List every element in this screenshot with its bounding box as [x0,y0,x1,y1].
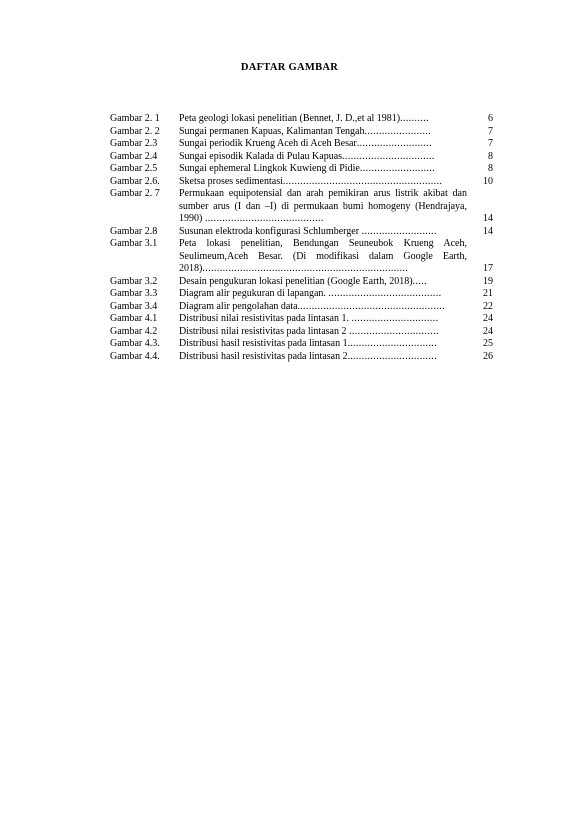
toc-entry[interactable] [110,126,494,139]
figure-caption: Sungai ephemeral Lingkok Kuwieng di Pidie.......................... [179,163,436,174]
page-number: 26 [483,350,493,362]
toc-entry[interactable] [110,288,494,301]
figure-number: Gambar 2.8 [110,225,158,237]
figure-number: Gambar 3.3 [110,288,158,299]
page-number: 6 [488,113,493,124]
toc-entry[interactable] [110,276,494,289]
figure-number: Gambar 3.1 [110,238,158,249]
list-of-figures [110,113,494,363]
page-number: 14 [483,225,493,237]
toc-entry[interactable] [110,151,494,164]
page-number: 7 [488,125,493,137]
figure-number: Gambar 2. 7 [110,188,160,199]
toc-entry[interactable] [110,163,494,176]
page-number: 14 [483,213,493,224]
figure-caption: Sungai periodik Krueng Aceh di Aceh Besar.......................... [179,138,433,149]
figure-number: Gambar 2.3 [110,138,158,149]
figure-caption: Peta lokasi penelitian, Bendungan Seuneubok Krueng Aceh, Seulimeum,Aceh Besar. (Di modifikasi dalam Google Earth, 2018)....................................................................... [179,238,467,274]
figure-caption: Diagram alir pegukuran di lapangan. ....................................... [179,288,442,299]
figure-caption: Susunan elektroda konfigurasi Schlumberger .......................... [179,225,437,237]
toc-entry[interactable] [110,301,494,314]
toc-entry[interactable] [110,226,494,239]
figure-caption: Permukaan equipotensial dan arah pemikiran arus listrik akibat dan sumber arus (I dan –I) di permukaan bumi homogeny (Hendrajaya, 1990) ......................................... [179,188,467,224]
toc-entry[interactable] [110,138,494,151]
page-number: 7 [488,138,493,149]
figure-caption: Sungai episodik Kalada di Pulau Kapuas................................ [179,150,435,162]
figure-number: Gambar 2. 2 [110,125,160,137]
figure-caption: Sungai permanen Kapuas, Kalimantan Tengah....................... [179,125,432,137]
figure-number: Gambar 3.2 [110,275,158,287]
page-title: DAFTAR GAMBAR [240,62,339,73]
page-number: 19 [483,275,493,287]
toc-entry[interactable] [110,176,494,189]
figure-number: Gambar 2.5 [110,163,158,174]
figure-caption: Desain pengukuran lokasi penelitian (Google Earth, 2018)..... [179,275,428,287]
toc-entry[interactable] [110,188,494,226]
page-number: 24 [483,325,493,337]
page-number: 22 [483,300,493,312]
figure-number: Gambar 3.4 [110,300,158,312]
page-number: 8 [488,163,493,174]
figure-caption: Distribusi hasil resistivitas pada lintasan 1............................... [179,338,438,349]
figure-number: Gambar 4.3. [110,338,160,349]
figure-caption: Peta geologi lokasi penelitian (Bennet, J. D.,et al 1981).......... [179,113,430,124]
figure-number: Gambar 2.6. [110,175,160,187]
toc-entry[interactable] [110,351,494,364]
page-number: 17 [483,263,493,274]
figure-caption: Sketsa proses sedimentasi....................................................... [179,175,443,187]
toc-entry[interactable] [110,238,494,276]
toc-entry[interactable] [110,313,494,326]
figure-number: Gambar 4.4. [110,350,160,362]
page-number: 25 [483,338,493,349]
figure-number: Gambar 2. 1 [110,113,160,124]
figure-number: Gambar 2.4 [110,150,158,162]
page-number: 10 [483,175,493,187]
figure-number: Gambar 4.2 [110,325,158,337]
page-number: 24 [483,313,493,324]
toc-entry[interactable] [110,326,494,339]
figure-number: Gambar 4.1 [110,313,158,324]
figure-caption: Distribusi hasil resistivitas pada lintasan 2............................... [179,350,438,362]
toc-entry[interactable] [110,113,494,126]
toc-entry[interactable] [110,338,494,351]
page-number: 8 [488,150,493,162]
figure-caption: Diagram alir pengolahan data................................................... [179,300,446,312]
figure-caption: Distribusi nilai resistivitas pada lintasan 2 ............................... [179,325,439,337]
figure-caption: Distribusi nilai resistivitas pada lintasan 1. .............................. [179,313,439,324]
page-number: 21 [483,288,493,299]
